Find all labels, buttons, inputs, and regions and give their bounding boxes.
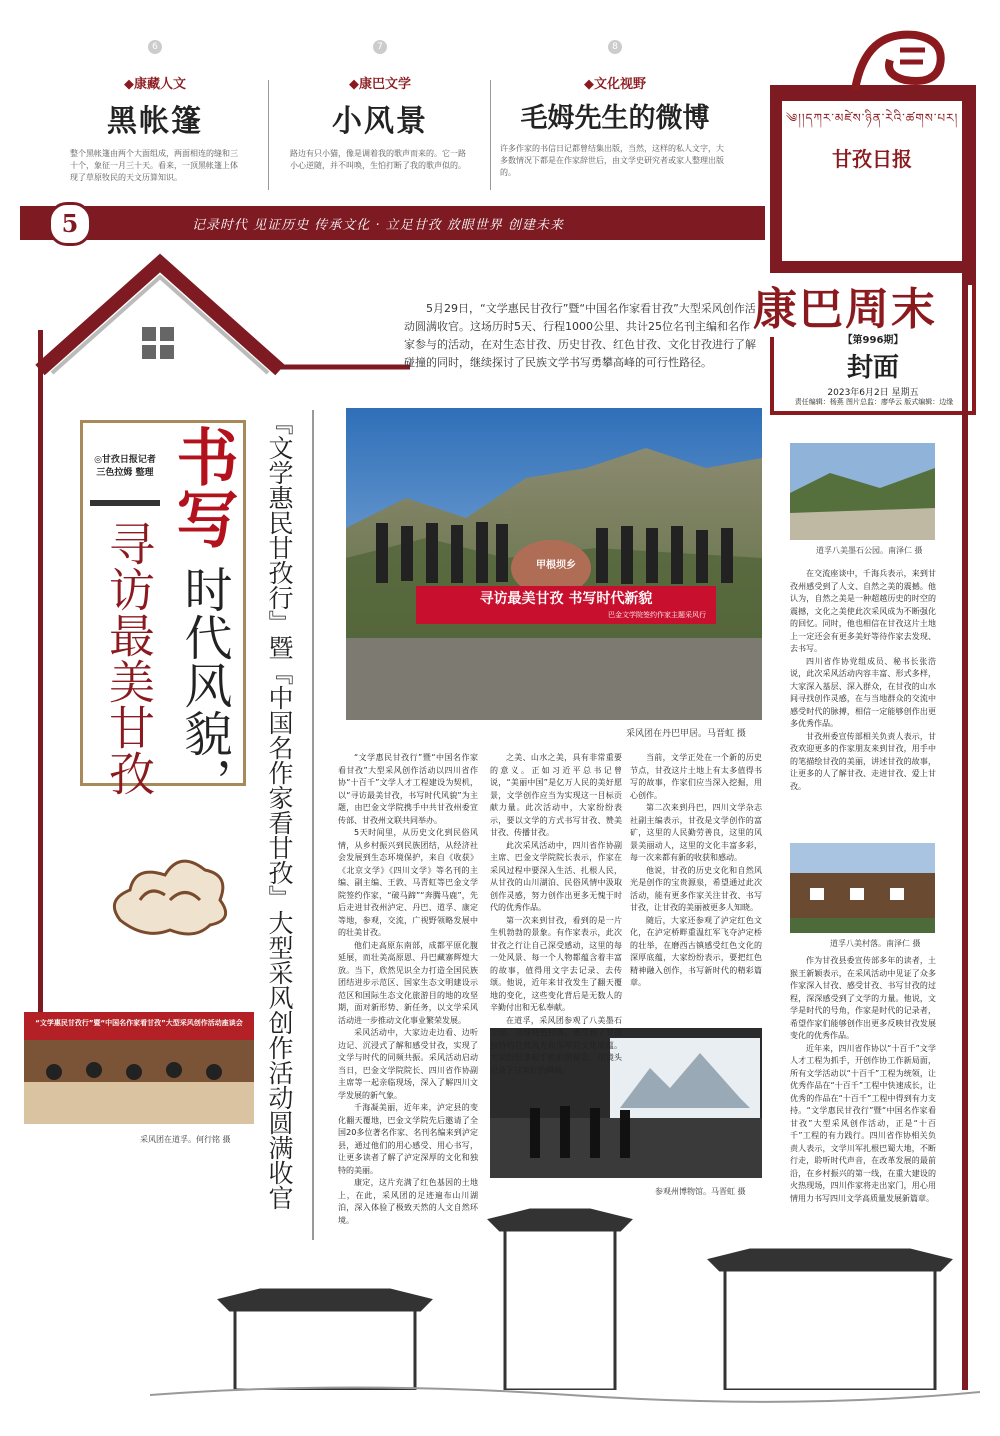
- subtitle-vertical: 『文学惠民甘孜行』暨『中国名作家看甘孜』大型采风创作活动圆满收官: [265, 410, 294, 1210]
- right-photo-2: [790, 843, 935, 933]
- teaser-page-number: 8版: [608, 40, 622, 54]
- paragraph: 随后，大家还参观了泸定红色文化，在泸定桥畔重温红军飞夺泸定桥的壮举，在磨西古镇感受红色文化的深厚底蕴，大家纷纷表示，要把红色精神融入创作，书写新时代的精彩篇章。: [630, 915, 762, 987]
- byline-rule: [90, 500, 160, 506]
- teaser-2[interactable]: [290, 40, 470, 172]
- paragraph: 当前，文学正处在一个新的历史节点，甘孜这片土地上有太多值得书写的故事，作家们应当深入挖掘，用心创作。: [630, 753, 762, 800]
- paragraph: 千海凝美丽，近年来，泸定县的变化翻天覆地，巴金文学院先后邀请了全国20多位著名作家、名刊名编来到泸定县，通过他们的用心感受、用心书写，让更多读者了解了泸定深厚的文化和独特的美丽。: [338, 1103, 478, 1175]
- page-number: 5: [48, 202, 92, 246]
- byline-org: ◎甘孜日报记者: [94, 455, 156, 465]
- teaser-page-number: 7版: [373, 40, 387, 54]
- section-name: 封面: [846, 353, 899, 383]
- ornament-icon: [845, 20, 955, 95]
- paragraph: 近年来，四川省作协以“十百千”文学人才工程为抓手，开创作协工作新局面，所有文学活动以“十百千”工程为统领，让优秀作品在“十百千”工程中快速成长，让优秀的作品在“十百千”工程中得到有力支持。“文学惠民甘孜行”暨“中国名作家看甘孜”大型采风创作活动，正是“十百千”工程的有力践行。四川省作协相关负责人表示，文学川军扎根巴蜀大地，不断行走，聆听时代声音，在改革发展的最前沿，在乡村振兴的第一线，在重大建设的火热现场，四川作家将走出家门，用心用情用力书写四川文学高质量发展新篇章。: [790, 1043, 936, 1203]
- main-photo-caption: 采风团在丹巴甲居。马晋虹 摄: [626, 729, 746, 739]
- meeting-photo: [24, 1012, 254, 1124]
- paragraph: 在交流座谈中，千海兵表示，来到甘孜州感受到了人文、自然之美的震撼。他认为，自然之美是一种超越历史的时空的震撼，文化之美使此次采风成为不断强化的回忆。同时，他也相信在甘孜这片土地上一定还会有更多美好等待作家去发现、去书写。: [790, 569, 936, 653]
- paragraph: 他们走高原东南部，成都平原化腹延展，而壮美高原恩、丹巴藏寨辉煌大放。当下，欣然见识全力打造全国民族团结进步示范区、国家生态文明建设示范区和国际生态文化旅游目的地的攻坚期，面对新形势、新任务，以文学采风活动进一步推动文化事业繁荣发展。: [338, 940, 478, 1025]
- publish-date: 2023年6月2日 星期五: [827, 388, 919, 398]
- teaser-title: 黑帐篷: [107, 104, 203, 139]
- divider: [490, 80, 491, 190]
- paragraph: 他说，甘孜的历史文化和自然风光是创作的宝贵源泉，希望通过此次活动，能有更多作家关注甘孜、书写甘孜，让甘孜的美丽被更多人知晓。: [630, 865, 762, 912]
- article-column-1: [338, 752, 478, 1232]
- teaser-title: 毛姆先生的微博: [520, 103, 710, 134]
- teaser-tag: ◆康藏人文: [124, 77, 186, 92]
- paragraph: 此次采风活动中，四川省作协副主席、巴金文学院院长表示，作家在采风过程中要深入生活、扎根人民，从甘孜的山川湖泊、民俗风情中汲取创作灵感，努力创作出更多无愧于时代的优秀作品。: [490, 840, 622, 912]
- slogan-text: 记录时代 见证历史 传承文化 · 立足甘孜 放眼世界 创建未来: [192, 218, 564, 233]
- teaser-1[interactable]: [70, 40, 240, 184]
- paragraph: 四川省作协党组成员、秘书长张浩说，此次采风活动内容丰富、形式多样，大家深入基层、深入群众，在甘孜的山水间寻找创作灵感，在与当地群众的交流中感受时代的脉搏，相信一定能够创作出更多优秀作品。: [790, 656, 936, 728]
- masthead: [753, 85, 976, 415]
- editors-line: 责任编辑：杨燕 图片总监：廖华云 版式编辑：边缘: [794, 398, 954, 406]
- meeting-photo-caption: 采风团在道孚。何行铭 摄: [140, 1135, 231, 1144]
- teaser-page-number: 6版: [148, 40, 162, 54]
- right-photo-1-caption: 道孚八美墨石公园。南泽仁 摄: [816, 546, 923, 555]
- section-brand-title: 康巴周末: [725, 273, 965, 337]
- article-column-3: [630, 752, 762, 1016]
- paragraph: 第一次来到甘孜，看到的是一片生机勃勃的景象。有作家表示，此次甘孜之行让自己深受感动，这里的每一处风景、每一个人物都蕴含着丰富的故事，值得用文字去记录、去传颂。他说，近年来甘孜发生了翻天覆地的变化，这些变化背后是无数人的辛勤付出和无私奉献。: [490, 915, 622, 1012]
- headline-secondary: 寻访最美甘孜: [102, 520, 156, 796]
- paragraph: 之美、山水之美，具有非常重要的意义。正如习近平总书记曾说，“美丽中国”是亿万人民的美好愿景，文学创作应当为实现这一目标贡献力量。此次活动中，大家纷纷表示，要以文学的方式书写甘孜、赞美甘孜、传播甘孜。: [490, 753, 622, 837]
- lead-paragraph: 5月29日，“文学惠民甘孜行”暨“中国名作家看甘孜”大型采风创作活动圆满收官。这场历时5天、行程1000公里、共计25位名刊主编和名作家参与的活动，在对生态甘孜、历史甘孜、红色甘孜、文化甘孜进行了解碰撞的同时，继续探讨了民族文学书写勇攀高峰的可行性路径。: [404, 302, 756, 369]
- paragraph: “文学惠民甘孜行”暨“中国名作家看甘孜”大型采风创作活动以四川省作协“十百千”文学人才工程建设为契机，以“寻访最美甘孜，书写时代风貌”为主题，由巴金文学院携手中共甘孜州委宣传部、甘孜州文联共同举办。: [338, 753, 478, 825]
- paragraph: 在道孚，采风团参观了八美墨石公园、当地特色村落，感受到了甘孜独特的自然风光和深厚的文化底蕴。大家纷纷拿起手机拍照留念，用镜头记录下这美好的瞬间。: [490, 1015, 622, 1075]
- paragraph: 采风活动中，大家边走边看、边听边记、沉浸式了解和感受甘孜，实现了文学与时代的同频共振。采风活动启动当日，巴金文学院院长、四川省作协副主席等一起亲临现场，深入了解四川文学发展的新气象。: [338, 1028, 478, 1100]
- house-roof-graphic: [30, 255, 410, 375]
- paper-name: 甘孜日报: [832, 147, 912, 171]
- paragraph: 作为甘孜县委宣传部多年的读者，土猴王新颖表示，在采风活动中见证了众多作家深入甘孜、感受甘孜、书写甘孜的过程，深深感受到了文学的力量。他说，文学是时代的号角，作家是时代的记录者，希望作家们能够创作出更多反映甘孜发展变化的优秀作品。: [790, 956, 936, 1040]
- article-column-4: [790, 568, 936, 830]
- photo-banner-sub: 巴金文学院签约作家主题采风行: [608, 611, 706, 619]
- byline: [90, 452, 160, 478]
- slogan-ribbon: [20, 206, 765, 240]
- stone-inscription: 甲根坝乡: [536, 560, 576, 571]
- teaser-desc: 路边有只小猫，像是调着我的歌声而来的。它一路小心逆随，并不叫唤，生怕打断了我的歌声似的。: [290, 149, 466, 170]
- cloud-icon: [100, 840, 240, 950]
- headline-black: 时代风貌，: [176, 565, 232, 805]
- teaser-title: 小风景: [332, 104, 428, 139]
- paragraph: 第二次来到丹巴，四川文学杂志社副主编表示，甘孜是文学创作的富矿，这里的人民勤劳善良，这里的风景美丽动人，这里的文化丰富多彩，每一次来都有新的收获和感动。: [630, 803, 762, 862]
- architecture-graphic: [150, 1180, 980, 1436]
- teaser-3[interactable]: [500, 40, 730, 179]
- meeting-banner-text: “文学惠民甘孜行”暨“中国名作家看甘孜”大型采风创作活动座谈会: [35, 1019, 243, 1027]
- paragraph: 康定，这片充满了红色基因的土地上，在此，采风团的足迹遍布山川湖泊，深入体验了极致天然的人文自然环境。: [338, 1178, 478, 1225]
- main-photo: [346, 408, 762, 720]
- subtitle-rule: [312, 410, 314, 1240]
- teaser-tag: ◆文化视野: [584, 77, 646, 92]
- tibetan-title: ༄།།དཀར་མཛེས་ཉིན་རེའི་ཚགས་པར།: [785, 111, 959, 125]
- paragraph: 5天时间里，从历史文化到民俗风情，从乡村振兴到民族团结，从经济社会发展到生态环境保护，来自《收获》《北京文学》《四川文学》等名刊的主编、副主编、王敦、马青虹等巴金文学院签约作家，“破马蹄”“奔腾马鹿”，先后走进甘孜州泸定、丹巴、道孚、康定等地，参观，交流，广视野领略发展中的壮美甘孜。: [338, 828, 478, 937]
- page-frame-left: [38, 330, 43, 1030]
- photo-banner-text: 寻访最美甘孜 书写时代新貌: [479, 591, 653, 607]
- paragraph: 甘孜州委宣传部相关负责人表示，甘孜欢迎更多的作家朋友来到甘孜，用手中的笔描绘甘孜的美丽，讲述甘孜的故事，让更多的人了解甘孜、走进甘孜、爱上甘孜。: [790, 731, 936, 791]
- divider: [268, 80, 269, 190]
- teaser-tag: ◆康巴文学: [349, 77, 411, 92]
- museum-photo-caption: 参观州博物馆。马晋虹 摄: [655, 1187, 746, 1196]
- right-photo-1: [790, 443, 935, 540]
- teaser-desc: 许多作家的书信日记都曾结集出版，当然，这样的私人文字，大多数情况下都是在作家辞世后，由文学史研究者或家人整理出版的。: [500, 144, 724, 177]
- article-column-2: [490, 752, 622, 1075]
- headline-red: 书写: [166, 425, 239, 549]
- right-photo-2-caption: 道孚八美村落。南泽仁 摄: [830, 939, 921, 948]
- issue-number: 【第996期】: [842, 335, 904, 346]
- byline-author: 三色拉姆 整理: [96, 468, 154, 478]
- teaser-desc: 整个黑帐篷由两个大面组成，两面相连的缝和三十个，象征一月三十天。看来，一顶黑帐篷上体现了草原牧民的天文历算知识。: [70, 149, 238, 182]
